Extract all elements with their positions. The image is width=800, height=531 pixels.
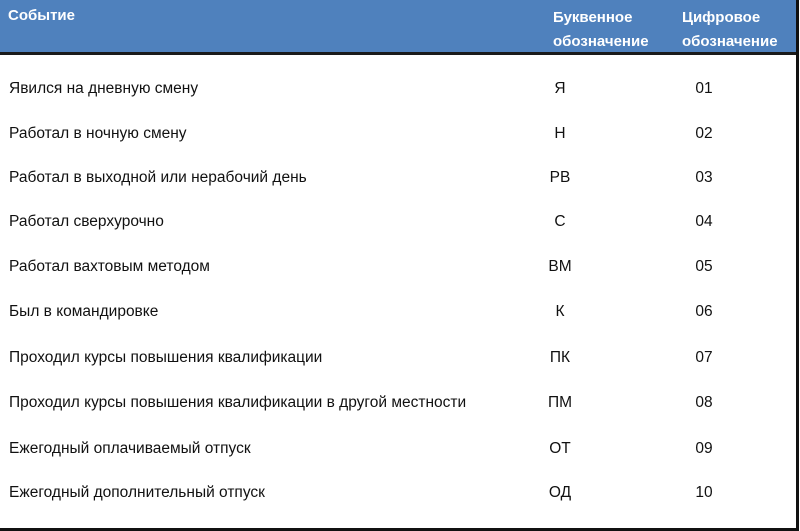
row-digit-code: 08 [695,394,713,411]
row-letter-code: ВМ [548,258,572,275]
row-letter-code: Н [554,125,566,142]
table-header [0,0,796,55]
header-letter-line2: обозначение [553,33,649,50]
table-row [0,484,796,508]
row-letter-code: ОТ [549,440,571,457]
row-digit-code: 01 [695,80,713,97]
row-letter-code: ПК [549,349,571,366]
row-event: Ежегодный дополнительный отпуск [9,484,265,501]
header-event: Событие [8,7,75,24]
row-letter-code: С [554,213,566,230]
row-letter-code: К [555,303,565,320]
row-event: Работал в ночную смену [9,125,187,142]
row-event: Работал сверхурочно [9,213,164,230]
header-digit-line2: обозначение [682,33,778,50]
table-row [0,258,796,282]
row-letter-code: ПМ [547,394,573,411]
table-row [0,80,796,104]
row-letter-code: РВ [549,169,571,186]
row-digit-code: 10 [695,484,713,501]
table-row [0,213,796,237]
header-letter-line1: Буквенное [553,9,633,26]
row-digit-code: 06 [695,303,713,320]
row-digit-code: 03 [695,169,713,186]
header-digit-line1: Цифровое [682,9,761,26]
row-digit-code: 04 [695,213,713,230]
table-row [0,169,796,193]
table-row [0,125,796,149]
row-digit-code: 02 [695,125,713,142]
row-event: Проходил курсы повышения квалификации [9,349,323,366]
row-event: Ежегодный оплачиваемый отпуск [9,440,251,457]
row-event: Работал вахтовым методом [9,258,210,275]
row-digit-code: 05 [695,258,713,275]
row-event: Проходил курсы повышения квалификации в другой местности [9,394,467,411]
header-letter-code [553,6,649,54]
row-event: Явился на дневную смену [9,80,199,97]
table-row [0,303,796,327]
row-letter-code: Я [554,80,566,97]
row-digit-code: 07 [695,349,713,366]
row-event: Был в командировке [9,303,159,320]
table-row [0,394,796,418]
table-row [0,440,796,464]
table-row [0,349,796,373]
row-digit-code: 09 [695,440,713,457]
header-digit-code [682,6,778,54]
row-letter-code: ОД [548,484,572,501]
row-event: Работал в выходной или нерабочий день [9,169,307,186]
